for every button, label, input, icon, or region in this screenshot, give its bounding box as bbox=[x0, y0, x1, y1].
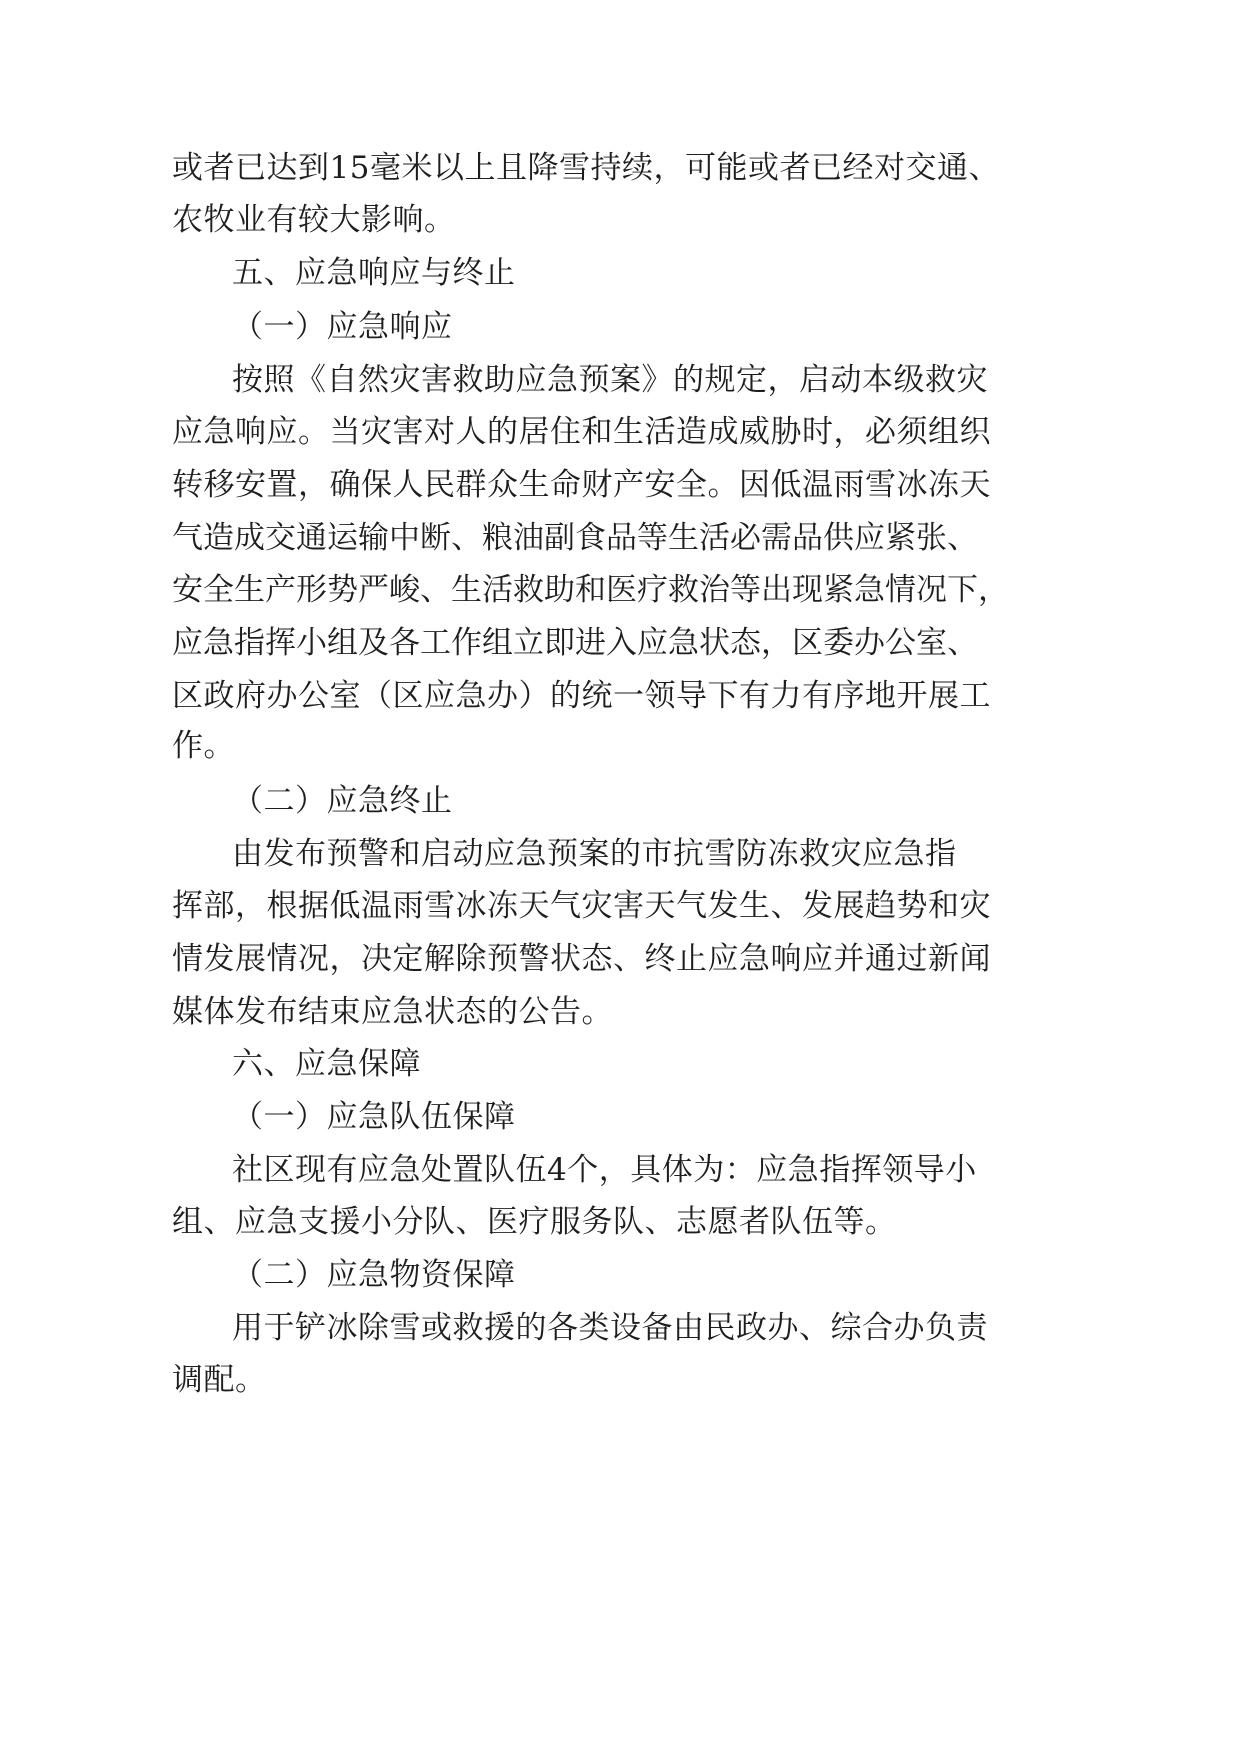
body-text-line: 媒体发布结束应急状态的公告。 bbox=[172, 994, 613, 1030]
body-text-line: 气造成交通运输中断、粮油副食品等生活必需品供应紧张、 bbox=[172, 520, 978, 556]
section-heading: 五、应急响应与终止 bbox=[232, 255, 516, 291]
body-text-line: 应急指挥小组及各工作组立即进入应急状态，区委办公室、 bbox=[172, 625, 978, 661]
body-text-line: 情发展情况，决定解除预警状态、终止应急响应并通过新闻 bbox=[172, 941, 991, 977]
body-text-line: 区政府办公室（区应急办）的统一领导下有力有序地开展工 bbox=[172, 678, 991, 714]
section-heading: 六、应急保障 bbox=[232, 1046, 421, 1082]
subsection-heading: （一）应急队伍保障 bbox=[232, 1099, 516, 1135]
body-text-line: 作。 bbox=[172, 728, 235, 764]
body-text-line: 由发布预警和启动应急预案的市抗雪防冻救灾应急指 bbox=[232, 836, 957, 872]
body-text-line: 农牧业有较大影响。 bbox=[172, 202, 456, 238]
body-text-line: 调配。 bbox=[172, 1362, 267, 1398]
body-text-line: 安全生产形势严峻、生活救助和医疗救治等出现紧急情况下， bbox=[172, 572, 1009, 608]
body-text-line: 组、应急支援小分队、医疗服务队、志愿者队伍等。 bbox=[172, 1204, 897, 1240]
subsection-heading: （一）应急响应 bbox=[232, 309, 453, 345]
body-text-line: 应急响应。当灾害对人的居住和生活造成威胁时，必须组织 bbox=[172, 414, 991, 450]
body-text-line: 或者已达到15毫米以上且降雪持续，可能或者已经对交通、 bbox=[172, 150, 1000, 186]
subsection-heading: （二）应急物资保障 bbox=[232, 1257, 516, 1293]
body-text-line: 用于铲冰除雪或救援的各类设备由民政办、综合办负责 bbox=[232, 1310, 988, 1346]
body-text-line: 按照《自然灾害救助应急预案》的规定，启动本级救灾 bbox=[232, 362, 988, 398]
body-text-line: 社区现有应急处置队伍4个，具体为：应急指挥领导小 bbox=[232, 1152, 977, 1188]
subsection-heading: （二）应急终止 bbox=[232, 783, 453, 819]
body-text-line: 挥部，根据低温雨雪冰冻天气灾害天气发生、发展趋势和灾 bbox=[172, 888, 991, 924]
body-text-line: 转移安置，确保人民群众生命财产安全。因低温雨雪冰冻天 bbox=[172, 467, 991, 503]
